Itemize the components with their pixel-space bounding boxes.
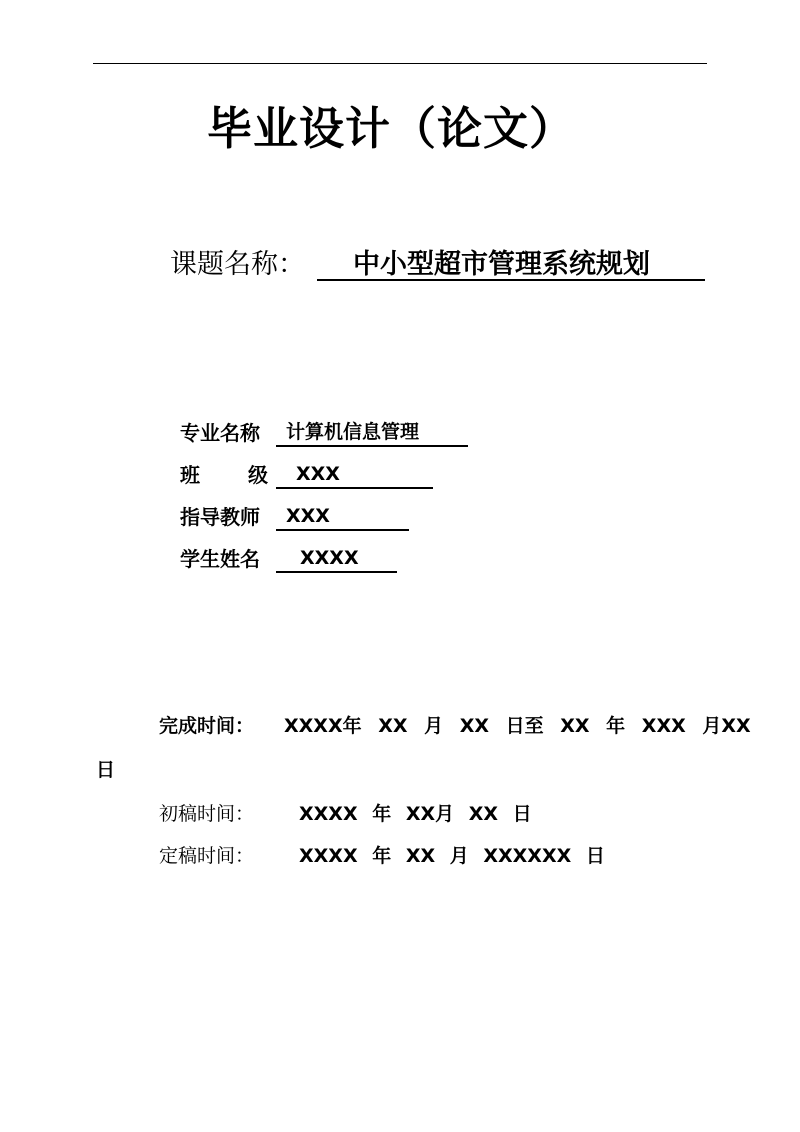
advisor-label: 指导教师 <box>180 505 260 529</box>
student-value: XXXX <box>276 541 397 573</box>
info-row-class <box>180 457 580 499</box>
completion-time-wrap: 日 <box>96 759 116 781</box>
class-label <box>180 457 268 493</box>
completion-time-label: 完成时间： <box>159 715 255 737</box>
topic-label: 课题名称： <box>170 249 305 280</box>
class-label-second: 级 <box>248 463 268 487</box>
class-value: XXX <box>276 457 433 489</box>
draft-time-row <box>96 796 710 838</box>
final-time-value: XXXX 年 XX 月 XXXXXX 日 <box>299 845 605 867</box>
topic-row <box>170 245 710 285</box>
major-value: 计算机信息管理 <box>276 415 468 447</box>
class-label-first: 班 <box>180 463 200 487</box>
student-info-block <box>180 415 580 583</box>
advisor-value: XXX <box>276 499 409 531</box>
topic-value: 中小型超市管理系统规划 <box>317 245 705 281</box>
completion-time-row <box>96 708 751 796</box>
draft-time-value: XXXX 年 XX月 XX 日 <box>299 803 532 825</box>
info-row-major <box>180 415 580 457</box>
major-label: 专业名称 <box>180 421 260 445</box>
final-time-label: 定稿时间： <box>159 845 255 867</box>
info-row-advisor <box>180 499 580 541</box>
completion-time-value: XXXX年 XX 月 XX 日至 XX 年 XXX 月XX <box>284 715 751 737</box>
info-row-student <box>180 541 580 583</box>
final-time-row <box>96 838 710 880</box>
header-rule <box>93 63 707 64</box>
time-block <box>96 708 751 880</box>
document-title: 毕业设计（论文） <box>207 102 576 155</box>
draft-time-label: 初稿时间： <box>159 803 255 825</box>
student-label: 学生姓名 <box>180 547 260 571</box>
